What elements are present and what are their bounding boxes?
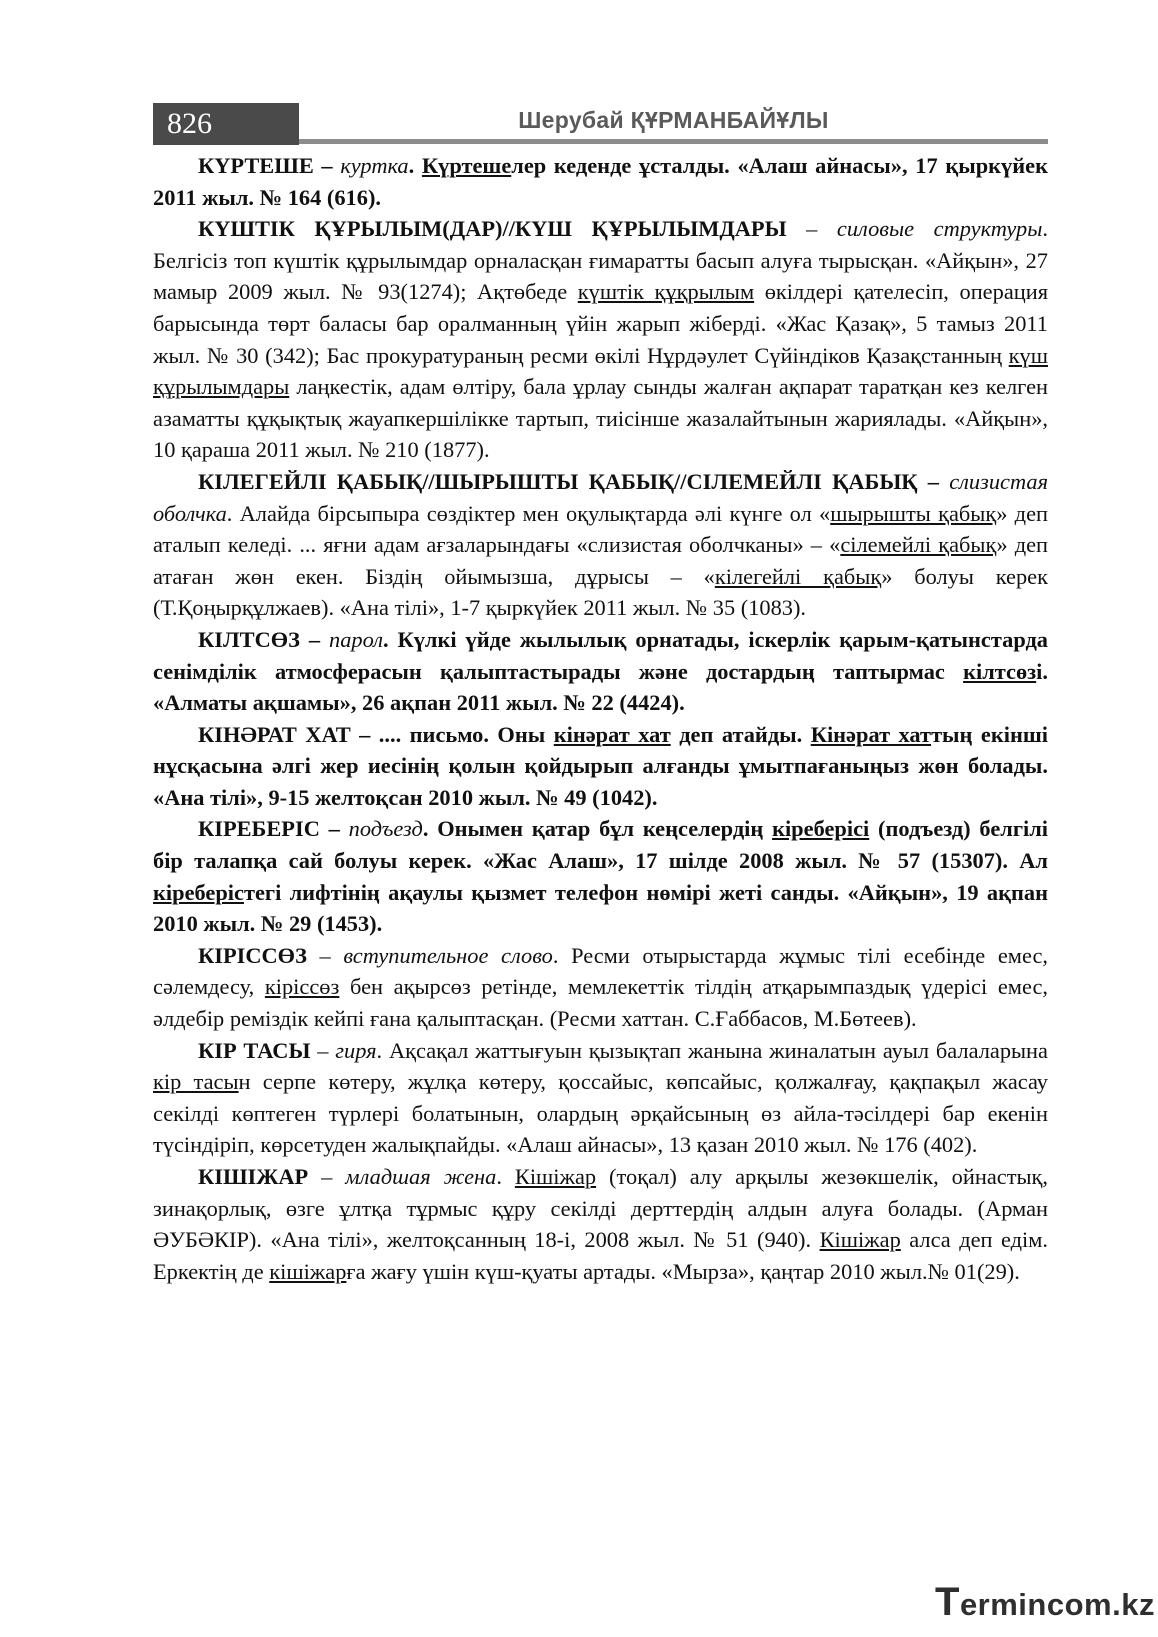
entry-term: КІШІЖАР [198,1164,309,1189]
entry-text: » деп аталып келеді. ... яғни адам ағзаларындағы «слизистая оболчканы» – « [153,500,1048,558]
entry-term: КҮРТЕШЕ [198,153,314,178]
entry-text: . Алайда бірсыпыра сөздіктер мен оқулықтарда әлі күнге ол « [226,500,831,526]
entry-text: ға жағу үшін күш-қуаты артады. «Мырза», қаңтар 2010 жыл.№ 01(29). [346,1258,1020,1284]
underlined-term: кір тасы [153,1069,239,1095]
entry-text: н серпе көтеру, жұлқа көтеру, қоссайыс, көпсайыс, қолжалғау, қақпақыл жасау секілді көптеген түрлері болатынын, олардың әрқайсының өз айла-тәсілдері бар екенін түсіндіріп, көрсетуден жалықпайды. «Алаш айнасы», 13 қазан 2010 жыл. № 176 (402). [153,1069,1048,1158]
underlined-term: Күртеше [421,153,512,178]
entry-text: . [408,153,422,178]
page-number: 826 [153,103,299,145]
entry-text: (подъезд) белгілі бір талапқа сай болуы керек. «Жас Алаш», 17 шілде 2008 жыл. № 57 (15307). Ал [153,816,1048,874]
watermark-initial: T [935,1580,960,1624]
russian-equivalent: слизистая оболчка [153,468,1048,526]
header-rule [299,139,1048,144]
page-header [153,103,1048,145]
underlined-term: күш құрылымдары [153,342,1048,400]
dictionary-entry [153,624,1048,719]
entry-text: – [308,1164,346,1189]
entry-term: КІРЕБЕРІС [198,816,320,842]
russian-equivalent: гиря [335,1037,377,1063]
dictionary-entry [153,940,1048,1035]
underlined-term: кіреберіс [153,879,244,905]
dictionary-entry [153,719,1048,814]
entry-text: – [319,816,349,842]
watermark-text: ermincom.kz [959,1587,1155,1622]
underlined-term: шырышты қабық [830,500,997,526]
dictionary-entries [153,150,1048,1287]
russian-equivalent: силовые структуры [836,216,1043,242]
entry-text: . Белгісіз топ күштік құрылымдар орналасқан ғимаратты басып алуға тырысқан. «Айқын», 27 мамыр 2009 жыл. № 93(1274); Ақтөбеде [153,216,1049,305]
entry-text: бен ақырсөз ретінде, мемлекеттік тілдің атқарымпаздық үдерісі емес, әлдебір реміздік кейпі ғана қалыптасқан. (Ресми хаттан. С.Ғаббасов, М.Бөтеев). [153,974,1048,1032]
entry-term: КІРІССӨЗ [198,942,307,968]
entry-text: – [310,1037,336,1063]
dictionary-entry [153,466,1048,624]
underlined-term: Кішіжар [819,1227,901,1253]
entry-text: » болуы керек (Т.Қоңырқұлжаев). «Ана тілі», 1-7 қыркүйек 2011 жыл. № 35 (1083). [153,563,1048,621]
underlined-term: кілегейлі қабық [714,563,882,589]
entry-text: – .... письмо. Оны [350,721,554,747]
entry-term: КІЛТСӨЗ [198,626,300,652]
entry-text: лер кеденде ұсталды. «Алаш айнасы», 17 қыркүйек 2011 жыл. № 164 (616). [153,153,1048,210]
dictionary-entry [153,1161,1048,1287]
russian-equivalent: парол [329,626,383,652]
dictionary-entry [153,813,1048,939]
underlined-term: сілемейлі қабық [840,532,997,558]
running-head-author: Шерубай ҚҰРМАНБАЙҰЛЫ [518,107,829,133]
entry-term: КІЛЕГЕЙЛІ ҚАБЫҚ//ШЫРЫШТЫ ҚАБЫҚ//СІЛЕМЕЙЛІ ҚАБЫҚ – [198,468,950,494]
entry-text: тың екінші нұсқасына әлгі жер иесінің қолын қойдырып алғанды ұмытпағаныңыз жөн болады. «Ана тілі», 9-15 желтоқсан 2010 жыл. № 49 (1042). [153,721,1048,810]
entry-text: лаңкестік, адам өлтіру, бала ұрлау сынды жалған ақпарат таратқан кез келген азаматты құқықтық жауапкершілікке тартып, тиісінше жазалайтынын жариялады. «Айқын», 10 қараша 2011 жыл. № 210 (1877). [153,374,1048,463]
entry-text: деп атайды. [670,721,811,747]
entry-text: алса деп едім. Еркектің де [153,1227,1048,1284]
entry-text: (тоқал) алу арқылы жезөкшелік, ойнастық, зинақорлық, өзге ұлтқа тұрмыс құру секілді дерттердің алдын алуға болады. (Арман ӘУБӘКІР). «Ана тілі», желтоқсанның 18-і, 2008 жыл. № 51 (940). [153,1164,1049,1253]
dictionary-entry [153,1035,1048,1161]
entry-term: КІНӘРАТ ХАТ [198,721,351,747]
underlined-term: күштік құқрылым [577,279,755,305]
entry-text: өкілдері қателесіп, операция барысында төрт баласы бар оралманның үйін жарып жіберді. «Жас Қазақ», 5 тамыз 2011 жыл. № 30 (342); Бас прокуратураның ресми өкілі Нұрдәулет Сүйіндіков Қазақстанның [153,279,1049,368]
russian-equivalent: вступительное слово [343,942,553,968]
underlined-term: кішіжар [269,1258,347,1284]
russian-equivalent: младшая жена [345,1164,497,1189]
entry-text: . Ресми отырыстарда жұмыс тілі есебінде емес, сәлемдесу, [153,942,1048,1000]
entry-text: тегі лифтінің ақаулы қызмет телефон нөмірі жеті санды. «Айқын», 19 ақпан 2010 жыл. № 29 (1453). [153,879,1048,937]
entry-text: і. «Алматы ақшамы», 26 ақпан 2011 жыл. № 22 (4424). [153,658,1048,716]
russian-equivalent: подъезд [348,816,423,842]
entry-text: – [306,942,344,968]
entry-text: – [786,216,837,242]
underlined-term: Кінәрат хат [810,721,932,747]
underlined-term: кілтсөз [963,658,1037,684]
entry-term: КІР ТАСЫ [198,1037,311,1063]
underlined-term: кіріссөз [264,974,340,1000]
entry-text: – [313,153,341,178]
dictionary-entry [153,150,1048,213]
underlined-term: Кішіжар [514,1164,597,1189]
entry-text: . Ақсақал жаттығуын қызықтап жанына жиналатын ауыл балаларына [376,1037,1048,1063]
site-watermark [935,1580,1155,1625]
underlined-term: кінәрат хат [553,721,671,747]
dictionary-entry [153,213,1048,466]
entry-text: – [299,626,329,652]
russian-equivalent: куртка [340,153,409,178]
entry-text: . Күлкі үйде жылылық орнатады, іскерлік қарым-қатынстарда сенімділік атмосферасын қалыптастырады және достардың таптырмас [153,626,1049,684]
entry-term: КҮШТІК ҚҰРЫЛЫМ(ДАР)//КҮШ ҚҰРЫЛЫМДАРЫ [198,216,787,242]
entry-text: » деп атаған жөн екен. Біздің ойымызша, дұрысы – « [153,532,1049,589]
underlined-term: кіреберісі [772,816,870,842]
entry-text: . Онымен қатар бұл кеңселердің [422,816,773,842]
entry-text: . [496,1164,515,1189]
